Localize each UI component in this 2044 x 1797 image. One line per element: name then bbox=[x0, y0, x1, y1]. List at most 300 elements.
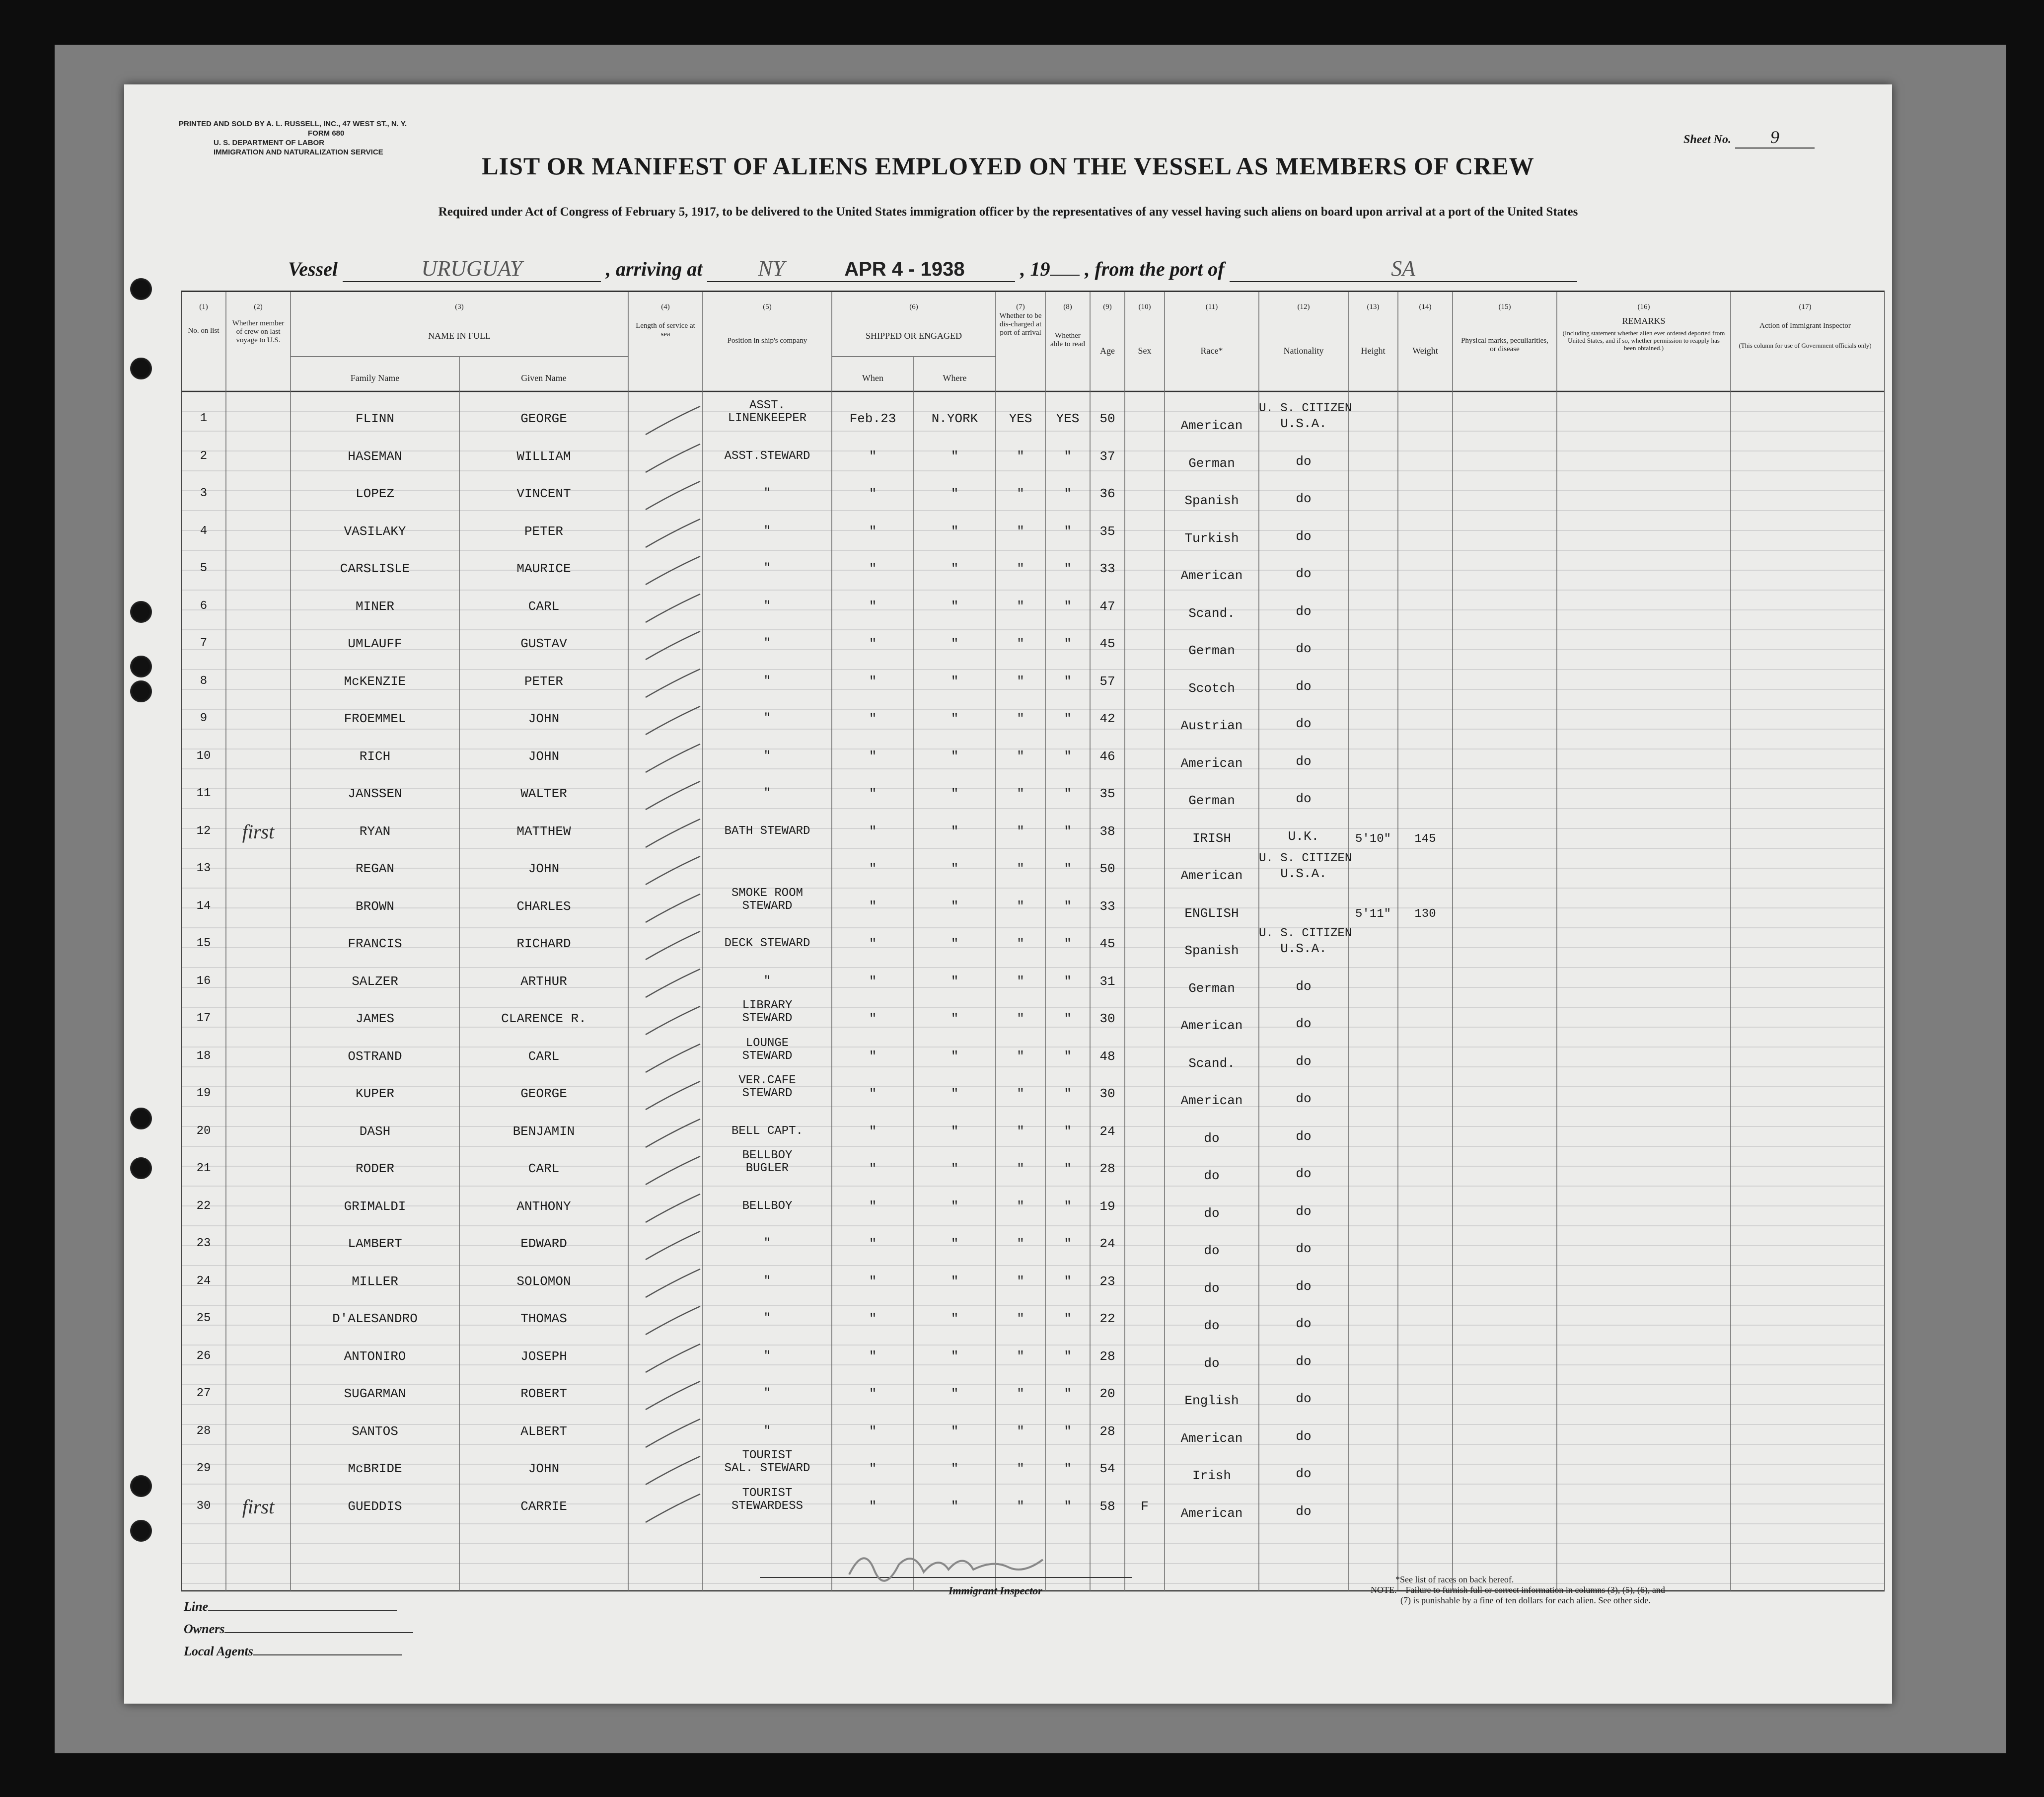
service-tick-mark bbox=[643, 517, 703, 551]
nationality-note: U. S. CITIZEN bbox=[1259, 852, 1352, 865]
discharged: " bbox=[1017, 636, 1024, 651]
shipped-where: " bbox=[950, 1498, 959, 1514]
shipped-when: Feb.23 bbox=[849, 411, 896, 426]
arrival-port: NY APR 4 - 1938 bbox=[707, 256, 1015, 282]
punch-hole bbox=[130, 1108, 152, 1129]
discharged: " bbox=[1017, 1423, 1024, 1439]
col-header-discharged: Whether to be dis-charged at port of arrival bbox=[999, 312, 1042, 337]
race: do bbox=[1204, 1205, 1220, 1221]
nationality: do bbox=[1296, 791, 1312, 806]
col-header-remarks: REMARKS bbox=[1622, 316, 1666, 326]
race: Scand. bbox=[1188, 1055, 1235, 1071]
shipped-when: " bbox=[869, 1048, 877, 1064]
age: 33 bbox=[1099, 561, 1115, 576]
nationality: do bbox=[1296, 491, 1312, 506]
age: 24 bbox=[1099, 1236, 1115, 1251]
race: English bbox=[1184, 1393, 1239, 1408]
shipped-where: " bbox=[950, 1048, 959, 1064]
service-tick-mark bbox=[643, 479, 703, 514]
shipped-when: " bbox=[869, 674, 877, 689]
discharged: " bbox=[1017, 711, 1024, 726]
able-to-read: " bbox=[1064, 824, 1072, 839]
given-name: EDWARD bbox=[520, 1236, 567, 1251]
age: 42 bbox=[1099, 711, 1115, 726]
race: ENGLISH bbox=[1184, 905, 1239, 921]
nationality: do bbox=[1296, 1391, 1312, 1406]
given-name: ALBERT bbox=[520, 1423, 567, 1439]
punch-hole bbox=[130, 278, 152, 300]
service-tick-mark bbox=[643, 779, 703, 814]
position: STEWARD bbox=[742, 1012, 793, 1025]
age: 23 bbox=[1099, 1273, 1115, 1289]
service-tick-mark bbox=[643, 1079, 703, 1114]
punch-hole bbox=[130, 1475, 152, 1497]
able-to-read: " bbox=[1064, 861, 1072, 876]
age: 28 bbox=[1099, 1348, 1115, 1364]
able-to-read: " bbox=[1064, 1161, 1072, 1176]
family-name: RYAN bbox=[359, 824, 391, 839]
row-number: 2 bbox=[200, 449, 208, 463]
shipped-when: " bbox=[869, 1386, 877, 1401]
service-tick-mark bbox=[643, 554, 703, 589]
position: SAL. STEWARD bbox=[724, 1462, 810, 1475]
age: 30 bbox=[1099, 1011, 1115, 1026]
race: do bbox=[1204, 1243, 1220, 1258]
punch-hole bbox=[130, 1520, 152, 1542]
nationality: do bbox=[1296, 1466, 1312, 1481]
position: " bbox=[763, 974, 771, 988]
punch-hole bbox=[130, 358, 152, 379]
age: 36 bbox=[1099, 486, 1115, 501]
family-name: D'ALESANDRO bbox=[332, 1311, 418, 1326]
position: ASST.STEWARD bbox=[724, 449, 810, 463]
given-name: WILLIAM bbox=[516, 449, 571, 464]
nationality: do bbox=[1296, 753, 1312, 769]
race: German bbox=[1188, 793, 1235, 808]
nationality: do bbox=[1296, 678, 1312, 694]
row-number: 14 bbox=[196, 899, 211, 913]
shipped-when: " bbox=[869, 1198, 877, 1214]
age: 35 bbox=[1099, 786, 1115, 801]
age: 46 bbox=[1099, 749, 1115, 764]
able-to-read: " bbox=[1064, 1386, 1072, 1401]
service-tick-mark bbox=[643, 1154, 703, 1189]
given-name: GEORGE bbox=[520, 1086, 567, 1101]
discharged: " bbox=[1017, 898, 1024, 914]
given-name: CHARLES bbox=[516, 898, 571, 914]
service-tick-mark bbox=[643, 442, 703, 476]
age: 33 bbox=[1099, 898, 1115, 914]
position: " bbox=[763, 562, 771, 575]
able-to-read: " bbox=[1064, 636, 1072, 651]
row-number: 28 bbox=[196, 1424, 211, 1438]
shipped-where: " bbox=[950, 1123, 959, 1139]
nationality: do bbox=[1296, 1166, 1312, 1181]
able-to-read: " bbox=[1064, 1311, 1072, 1326]
row-number: 22 bbox=[196, 1199, 211, 1213]
race: German bbox=[1188, 980, 1235, 996]
service-tick-mark bbox=[643, 404, 703, 439]
discharged: " bbox=[1017, 1048, 1024, 1064]
last-voyage-mark: first bbox=[242, 820, 275, 843]
discharged: " bbox=[1017, 1198, 1024, 1214]
position: " bbox=[763, 1237, 771, 1250]
position: " bbox=[763, 712, 771, 725]
shipped-where: " bbox=[950, 561, 959, 576]
nationality: U.S.A. bbox=[1280, 866, 1327, 881]
family-name: McBRIDE bbox=[348, 1461, 402, 1476]
service-tick-mark bbox=[643, 1454, 703, 1489]
discharged: " bbox=[1017, 1498, 1024, 1514]
shipped-when: " bbox=[869, 1086, 877, 1101]
col-header-no: No. on list bbox=[188, 327, 219, 335]
row-number: 15 bbox=[196, 937, 211, 950]
punch-hole bbox=[130, 601, 152, 623]
discharged: " bbox=[1017, 561, 1024, 576]
vessel-name: URUGUAY bbox=[343, 256, 601, 282]
shipped-when: " bbox=[869, 1348, 877, 1364]
family-name: SUGARMAN bbox=[344, 1386, 406, 1401]
able-to-read: " bbox=[1064, 973, 1072, 989]
race: American bbox=[1180, 418, 1243, 433]
family-name: CARSLISLE bbox=[340, 561, 410, 576]
footer-owners: Owners bbox=[184, 1622, 413, 1637]
service-tick-mark bbox=[643, 592, 703, 626]
family-name: FLINN bbox=[355, 411, 394, 426]
shipped-when: " bbox=[869, 1423, 877, 1439]
col-header-name: NAME IN FULL bbox=[428, 331, 491, 341]
position: " bbox=[763, 637, 771, 650]
row-number: 11 bbox=[196, 787, 211, 800]
col-header-position: Position in ship's company bbox=[727, 337, 807, 345]
nationality: do bbox=[1296, 1203, 1312, 1219]
service-tick-mark bbox=[643, 1042, 703, 1076]
position-line1: SMOKE ROOM bbox=[731, 886, 803, 900]
shipped-where: " bbox=[950, 1386, 959, 1401]
position: " bbox=[763, 1349, 771, 1363]
printer-imprint: PRINTED AND SOLD BY A. L. RUSSELL, INC., 47 WEST ST., N. Y. FORM 680 U. S. DEPARTMENT OF LABOR IMMIGRATION AND NATURALIZATION SERVICE bbox=[179, 120, 407, 156]
service-tick-mark bbox=[643, 929, 703, 964]
family-name: GUEDDIS bbox=[348, 1498, 402, 1514]
discharged: " bbox=[1017, 1273, 1024, 1289]
service-tick-mark bbox=[643, 742, 703, 776]
shipped-where: " bbox=[950, 599, 959, 614]
nationality: do bbox=[1296, 1091, 1312, 1106]
able-to-read: " bbox=[1064, 1011, 1072, 1026]
service-tick-mark bbox=[643, 1342, 703, 1376]
able-to-read: " bbox=[1064, 1348, 1072, 1364]
nationality: do bbox=[1296, 528, 1312, 544]
age: 24 bbox=[1099, 1123, 1115, 1139]
discharged: " bbox=[1017, 1386, 1024, 1401]
discharged: YES bbox=[1009, 411, 1032, 426]
col-header-nationality: Nationality bbox=[1283, 346, 1324, 356]
shipped-when: " bbox=[869, 1273, 877, 1289]
service-tick-mark bbox=[643, 1192, 703, 1226]
family-name: JANSSEN bbox=[348, 786, 402, 801]
race: American bbox=[1180, 568, 1243, 583]
given-name: ANTHONY bbox=[516, 1198, 571, 1214]
service-tick-mark bbox=[643, 1229, 703, 1264]
family-name: LAMBERT bbox=[348, 1236, 402, 1251]
nationality: do bbox=[1296, 641, 1312, 656]
height: 5'11" bbox=[1355, 907, 1391, 921]
family-name: HASEMAN bbox=[348, 449, 402, 464]
able-to-read: " bbox=[1064, 599, 1072, 614]
able-to-read: " bbox=[1064, 749, 1072, 764]
age: 28 bbox=[1099, 1423, 1115, 1439]
nationality: do bbox=[1296, 1016, 1312, 1031]
race: Scand. bbox=[1188, 605, 1235, 621]
age: 38 bbox=[1099, 824, 1115, 839]
discharged: " bbox=[1017, 1236, 1024, 1251]
discharged: " bbox=[1017, 1161, 1024, 1176]
service-tick-mark bbox=[643, 704, 703, 739]
service-tick-mark bbox=[643, 629, 703, 664]
col-header-race: Race* bbox=[1200, 346, 1223, 356]
service-tick-mark bbox=[643, 1267, 703, 1301]
age: 54 bbox=[1099, 1461, 1115, 1476]
family-name: SANTOS bbox=[352, 1423, 398, 1439]
family-name: RICH bbox=[359, 749, 391, 764]
shipped-where: " bbox=[950, 973, 959, 989]
discharged: " bbox=[1017, 749, 1024, 764]
manifest-page bbox=[124, 84, 1892, 1704]
service-tick-mark bbox=[643, 1492, 703, 1526]
race: do bbox=[1204, 1318, 1220, 1333]
page-title: LIST OR MANIFEST OF ALIENS EMPLOYED ON THE VESSEL AS MEMBERS OF CREW bbox=[482, 152, 1534, 180]
shipped-when: " bbox=[869, 636, 877, 651]
shipped-where: " bbox=[950, 1348, 959, 1364]
row-number: 1 bbox=[200, 412, 208, 425]
shipped-where: " bbox=[950, 898, 959, 914]
age: 47 bbox=[1099, 599, 1115, 614]
service-tick-mark bbox=[643, 967, 703, 1001]
row-number: 17 bbox=[196, 1012, 211, 1025]
shipped-where: " bbox=[950, 1161, 959, 1176]
family-name: ANTONIRO bbox=[344, 1348, 406, 1364]
col-header-sex: Sex bbox=[1138, 346, 1152, 356]
race: German bbox=[1188, 455, 1235, 471]
given-name: JOSEPH bbox=[520, 1348, 567, 1364]
able-to-read: " bbox=[1064, 786, 1072, 801]
nationality: do bbox=[1296, 1278, 1312, 1294]
footer-agents: Local Agents bbox=[184, 1644, 402, 1659]
race: IRISH bbox=[1192, 830, 1231, 846]
nationality-note: U. S. CITIZEN bbox=[1259, 402, 1352, 415]
row-number: 29 bbox=[196, 1462, 211, 1475]
shipped-where: " bbox=[950, 749, 959, 764]
shipped-when: " bbox=[869, 1236, 877, 1251]
given-name: MATTHEW bbox=[516, 824, 571, 839]
age: 50 bbox=[1099, 861, 1115, 876]
sex: F bbox=[1141, 1498, 1149, 1514]
departure-port: SA bbox=[1230, 256, 1577, 282]
shipped-when: " bbox=[869, 1461, 877, 1476]
discharged: " bbox=[1017, 973, 1024, 989]
discharged: " bbox=[1017, 1086, 1024, 1101]
age: 22 bbox=[1099, 1311, 1115, 1326]
shipped-where: " bbox=[950, 1273, 959, 1289]
nationality: do bbox=[1296, 1053, 1312, 1069]
given-name: ARTHUR bbox=[520, 973, 567, 989]
age: 20 bbox=[1099, 1386, 1115, 1401]
able-to-read: " bbox=[1064, 1198, 1072, 1214]
able-to-read: " bbox=[1064, 936, 1072, 951]
discharged: " bbox=[1017, 486, 1024, 501]
row-number: 16 bbox=[196, 974, 211, 988]
punch-hole bbox=[130, 1157, 152, 1179]
col-header-family: Family Name bbox=[350, 373, 400, 383]
discharged: " bbox=[1017, 524, 1024, 539]
position: " bbox=[763, 487, 771, 500]
age: 45 bbox=[1099, 636, 1115, 651]
age: 30 bbox=[1099, 1086, 1115, 1101]
position: " bbox=[763, 1387, 771, 1400]
col-header-age: Age bbox=[1100, 346, 1115, 356]
col-header-given: Given Name bbox=[521, 373, 567, 383]
position-line1: BELLBOY bbox=[742, 1149, 793, 1162]
position: BATH STEWARD bbox=[724, 824, 810, 838]
row-number: 23 bbox=[196, 1237, 211, 1250]
col-header-read: Whether able to read bbox=[1050, 332, 1085, 348]
family-name: RODER bbox=[355, 1161, 394, 1176]
nationality: do bbox=[1296, 566, 1312, 581]
race: American bbox=[1180, 868, 1243, 883]
race: American bbox=[1180, 1430, 1243, 1446]
position: " bbox=[763, 674, 771, 688]
given-name: JOHN bbox=[528, 711, 560, 726]
col-header-action: Action of Immigrant Inspector bbox=[1759, 322, 1851, 330]
shipped-where: " bbox=[950, 786, 959, 801]
position-line1: TOURIST bbox=[742, 1486, 793, 1500]
discharged: " bbox=[1017, 1311, 1024, 1326]
shipped-where: " bbox=[950, 449, 959, 464]
race: American bbox=[1180, 1505, 1243, 1521]
position: " bbox=[763, 1274, 771, 1288]
nationality: do bbox=[1296, 978, 1312, 994]
shipped-where: " bbox=[950, 1461, 959, 1476]
given-name: GEORGE bbox=[520, 411, 567, 426]
date-stamp: APR 4 - 1938 bbox=[844, 258, 965, 280]
shipped-when: " bbox=[869, 486, 877, 501]
shipped-when: " bbox=[869, 824, 877, 839]
shipped-when: " bbox=[869, 1161, 877, 1176]
given-name: CARL bbox=[528, 599, 560, 614]
given-name: GUSTAV bbox=[520, 636, 567, 651]
given-name: RICHARD bbox=[516, 936, 571, 951]
age: 45 bbox=[1099, 936, 1115, 951]
age: 50 bbox=[1099, 411, 1115, 426]
given-name: CARRIE bbox=[520, 1498, 567, 1514]
race: Irish bbox=[1192, 1468, 1231, 1483]
vessel-line: Vessel URUGUAY , arriving at NY APR 4 - 1938 , 19 , from the port of SA bbox=[288, 256, 1577, 282]
row-number: 6 bbox=[200, 599, 208, 613]
race: Spanish bbox=[1184, 943, 1239, 958]
discharged: " bbox=[1017, 1011, 1024, 1026]
shipped-when: " bbox=[869, 711, 877, 726]
row-number: 7 bbox=[200, 637, 208, 650]
given-name: JOHN bbox=[528, 749, 560, 764]
punch-hole bbox=[130, 656, 152, 677]
position: STEWARD bbox=[742, 1049, 793, 1063]
nationality: do bbox=[1296, 1241, 1312, 1256]
service-tick-mark bbox=[643, 854, 703, 889]
row-number: 30 bbox=[196, 1499, 211, 1513]
able-to-read: " bbox=[1064, 561, 1072, 576]
able-to-read: " bbox=[1064, 486, 1072, 501]
shipped-when: " bbox=[869, 1498, 877, 1514]
position: STEWARD bbox=[742, 1087, 793, 1100]
row-number: 27 bbox=[196, 1387, 211, 1400]
position: " bbox=[763, 524, 771, 538]
shipped-when: " bbox=[869, 1123, 877, 1139]
race: German bbox=[1188, 643, 1235, 658]
nationality: U.S.A. bbox=[1280, 941, 1327, 956]
inspector-label: Immigrant Inspector bbox=[949, 1584, 1042, 1597]
service-tick-mark bbox=[643, 1004, 703, 1039]
discharged: " bbox=[1017, 824, 1024, 839]
family-name: DASH bbox=[359, 1123, 391, 1139]
able-to-read: " bbox=[1064, 449, 1072, 464]
nationality: do bbox=[1296, 1316, 1312, 1331]
able-to-read: " bbox=[1064, 711, 1072, 726]
nationality: U.K. bbox=[1288, 828, 1319, 844]
position: STEWARD bbox=[742, 899, 793, 913]
shipped-where: " bbox=[950, 1311, 959, 1326]
given-name: MAURICE bbox=[516, 561, 571, 576]
given-name: PETER bbox=[524, 524, 563, 539]
age: 19 bbox=[1099, 1198, 1115, 1214]
height: 5'10" bbox=[1355, 832, 1391, 846]
race: Spanish bbox=[1184, 493, 1239, 508]
position-line1: TOURIST bbox=[742, 1449, 793, 1462]
race: Turkish bbox=[1184, 530, 1239, 546]
signature-scribble bbox=[844, 1540, 1053, 1584]
row-number: 21 bbox=[196, 1162, 211, 1175]
family-name: MILLER bbox=[352, 1273, 398, 1289]
family-name: UMLAUFF bbox=[348, 636, 402, 651]
able-to-read: " bbox=[1064, 1273, 1072, 1289]
given-name: CARL bbox=[528, 1048, 560, 1064]
row-number: 26 bbox=[196, 1349, 211, 1363]
given-name: PETER bbox=[524, 674, 563, 689]
footnote: *See list of races on back hereof. NOTE.—Failure to furnish full or correct information in columns (3), (5), (6), and (7) is punishable by a fine of ten dollars for each alien. See other side. bbox=[1371, 1574, 1665, 1605]
family-name: LOPEZ bbox=[355, 486, 394, 501]
shipped-when: " bbox=[869, 861, 877, 876]
discharged: " bbox=[1017, 674, 1024, 689]
position-line1: LOUNGE bbox=[745, 1036, 789, 1050]
age: 28 bbox=[1099, 1161, 1115, 1176]
position-line1: LIBRARY bbox=[742, 999, 793, 1012]
shipped-where: " bbox=[950, 861, 959, 876]
service-tick-mark bbox=[643, 1417, 703, 1451]
shipped-where: " bbox=[950, 636, 959, 651]
able-to-read: " bbox=[1064, 674, 1072, 689]
shipped-where: " bbox=[950, 1198, 959, 1214]
shipped-where: N.YORK bbox=[931, 411, 978, 426]
row-number: 18 bbox=[196, 1049, 211, 1063]
row-number: 8 bbox=[200, 674, 208, 688]
shipped-where: " bbox=[950, 936, 959, 951]
service-tick-mark bbox=[643, 1304, 703, 1339]
discharged: " bbox=[1017, 1461, 1024, 1476]
given-name: JOHN bbox=[528, 861, 560, 876]
race: American bbox=[1180, 1093, 1243, 1108]
given-name: CLARENCE R. bbox=[501, 1011, 586, 1026]
shipped-where: " bbox=[950, 1011, 959, 1026]
discharged: " bbox=[1017, 599, 1024, 614]
